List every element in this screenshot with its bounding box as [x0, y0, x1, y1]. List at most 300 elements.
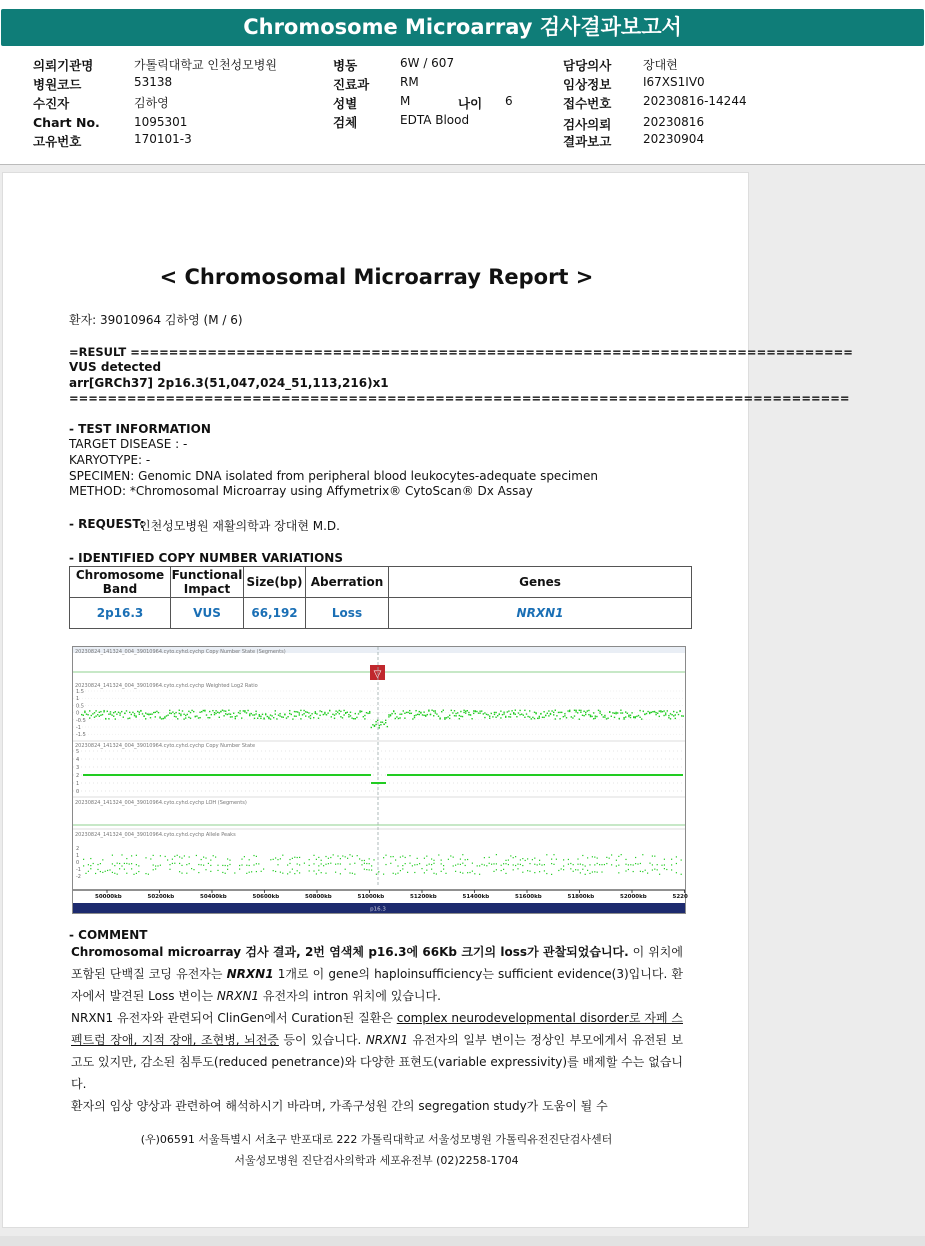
allele-point: [213, 855, 214, 856]
log2-point: [350, 715, 351, 716]
log2-point: [111, 714, 112, 715]
log2-point: [563, 716, 564, 717]
log2-point: [431, 710, 432, 711]
allele-point: [191, 868, 192, 869]
log2-point: [619, 718, 620, 719]
allele-point: [551, 874, 552, 875]
log2-point: [479, 711, 480, 712]
allele-point: [369, 869, 370, 870]
allele-point: [647, 873, 648, 874]
header-label: 접수번호: [563, 96, 612, 111]
log2-point: [339, 710, 340, 711]
band-label: p16.3: [370, 906, 386, 913]
log2-tick-label: -1.5: [76, 732, 86, 739]
log2-point: [615, 713, 616, 714]
header-label: 검사의뢰: [563, 117, 612, 132]
log2-point: [607, 718, 608, 719]
log2-point: [419, 711, 420, 712]
allele-point: [357, 855, 358, 856]
log2-point: [164, 716, 165, 717]
log2-point: [561, 712, 562, 713]
log2-point: [593, 712, 594, 713]
log2-point: [311, 713, 312, 714]
allele-point: [455, 871, 456, 872]
allele-point: [390, 863, 391, 864]
allele-point: [592, 856, 593, 857]
log2-point: [231, 716, 232, 717]
allele-point: [594, 857, 595, 858]
log2-point: [303, 710, 304, 711]
log2-point: [215, 713, 216, 714]
log2-point: [275, 713, 276, 714]
log2-point: [145, 712, 146, 713]
log2-point: [100, 711, 101, 712]
log2-point: [452, 712, 453, 713]
allele-point: [460, 859, 461, 860]
allele-point: [102, 859, 103, 860]
allele-point: [657, 869, 658, 870]
log2-point: [367, 713, 368, 714]
allele-point: [109, 869, 110, 870]
log2-tick-label: 1.5: [76, 689, 84, 695]
log2-point: [235, 716, 236, 717]
allele-point: [412, 865, 413, 866]
log2-point: [630, 717, 631, 718]
log2-point: [681, 715, 682, 716]
log2-point: [193, 711, 194, 712]
allele-point: [618, 872, 619, 873]
allele-point: [654, 856, 655, 857]
log2-point: [273, 717, 274, 718]
log2-point: [151, 713, 152, 714]
log2-point: [161, 718, 162, 719]
log2-point: [612, 712, 613, 713]
log2-point: [87, 714, 88, 715]
log2-point: [459, 718, 460, 719]
allele-point: [563, 865, 564, 866]
allele-point: [489, 863, 490, 864]
allele-point: [227, 869, 228, 870]
log2-point: [593, 718, 594, 719]
allele-point: [90, 865, 91, 866]
allele-point: [441, 863, 442, 864]
log2-point: [559, 712, 560, 713]
allele-point: [321, 863, 322, 864]
log2-point: [465, 712, 466, 713]
log2-point: [489, 716, 490, 717]
allele-point: [597, 863, 598, 864]
header-value: 20230816-14244: [643, 94, 747, 108]
allele-point: [292, 869, 293, 870]
log2-point: [227, 714, 228, 715]
allele-point: [421, 868, 422, 869]
log2-point: [313, 717, 314, 718]
log2-point: [195, 716, 196, 717]
log2-point: [329, 710, 330, 711]
log2-point: [199, 712, 200, 713]
table-row: [70, 598, 692, 629]
allele-point: [390, 856, 391, 857]
log2-point: [115, 711, 116, 712]
allele-point: [181, 865, 182, 866]
allele-point: [342, 855, 343, 856]
log2-point: [462, 716, 463, 717]
allele-point: [136, 873, 137, 874]
log2-point: [620, 712, 621, 713]
allele-point: [496, 869, 497, 870]
log2-point: [191, 710, 192, 711]
x-tick-label: 50200kb: [147, 894, 175, 900]
allele-point: [148, 874, 149, 875]
allele-point: [321, 872, 322, 873]
log2-point: [575, 710, 576, 711]
allele-point: [618, 865, 619, 866]
header-label: Chart No.: [33, 115, 100, 130]
log2-point: [611, 716, 612, 717]
allele-point: [280, 872, 281, 873]
log2-point: [638, 715, 639, 716]
log2-point: [623, 718, 624, 719]
allele-point: [640, 863, 641, 864]
allele-point: [325, 864, 326, 865]
allele-point: [153, 855, 154, 856]
allele-point: [445, 873, 446, 874]
allele-point: [621, 854, 622, 855]
log2-point: [433, 710, 434, 711]
log2-point: [415, 710, 416, 711]
log2-point: [201, 711, 202, 712]
log2-point: [252, 714, 253, 715]
allele-point: [131, 868, 132, 869]
track-label: 20230824_141324_004_39010964.cyto.cyhd.cychp Weighted Log2 Ratio: [75, 683, 258, 689]
patient-line: 환자: 39010964 김하영 (M / 6): [69, 313, 243, 327]
log2-point: [150, 717, 151, 718]
log2-point: [163, 718, 164, 719]
log2-point: [316, 713, 317, 714]
log2-point: [479, 712, 480, 713]
allele-point: [289, 863, 290, 864]
log2-point: [627, 713, 628, 714]
log2-point: [667, 710, 668, 711]
allele-point: [318, 870, 319, 871]
allele-point: [575, 869, 576, 870]
log2-point: [555, 710, 556, 711]
log2-point: [188, 711, 189, 712]
allele-point: [628, 864, 629, 865]
log2-point: [591, 716, 592, 717]
allele-point: [414, 864, 415, 865]
log2-point: [175, 712, 176, 713]
log2-point: [243, 710, 244, 711]
log2-point: [265, 714, 266, 715]
log2-point: [308, 716, 309, 717]
track-label: 20230824_141324_004_39010964.cyto.cyhd.cychp LOH (Segments): [75, 800, 247, 806]
log2-point: [395, 713, 396, 714]
log2-point: [179, 713, 180, 714]
log2-point: [523, 714, 524, 715]
log2-point: [246, 712, 247, 713]
x-tick-label: 51600kb: [515, 894, 542, 900]
target-disease: TARGET DISEASE : -: [69, 437, 188, 451]
allele-point: [589, 864, 590, 865]
allele-point: [515, 856, 516, 857]
allele-point: [541, 865, 542, 866]
log2-point: [539, 716, 540, 717]
allele-point: [124, 863, 125, 864]
allele-point: [479, 874, 480, 875]
log2-point: [185, 715, 186, 716]
cnv-plot: [72, 646, 686, 914]
allele-point: [186, 864, 187, 865]
log2-point: [83, 715, 84, 716]
allele-point: [364, 869, 365, 870]
header-label: 수진자: [33, 96, 70, 111]
allele-point: [577, 869, 578, 870]
allele-point: [529, 871, 530, 872]
log2-point: [655, 712, 656, 713]
log2-point: [351, 717, 352, 718]
allele-point: [556, 859, 557, 860]
allele-point: [455, 865, 456, 866]
allele-point: [345, 869, 346, 870]
log2-point: [204, 710, 205, 711]
allele-point: [469, 872, 470, 873]
log2-point: [647, 711, 648, 712]
log2-point: [155, 716, 156, 717]
allele-point: [198, 872, 199, 873]
allele-point: [160, 865, 161, 866]
allele-point: [287, 873, 288, 874]
cn-tick-label: 1: [76, 781, 80, 787]
allele-point: [419, 863, 420, 864]
allele-point: [186, 873, 187, 874]
log2-point: [495, 717, 496, 718]
log2-point: [567, 710, 568, 711]
allele-point: [253, 864, 254, 865]
allele-point: [664, 868, 665, 869]
allele-point: [645, 870, 646, 871]
comment-paragraph-2: [71, 1007, 683, 1095]
log2-point: [391, 713, 392, 714]
log2-point: [179, 710, 180, 711]
log2-point: [327, 712, 328, 713]
allele-point: [121, 865, 122, 866]
log2-point: [398, 718, 399, 719]
header-label: 결과보고: [563, 134, 612, 149]
log2-point: [583, 715, 584, 716]
allele-tick-label: 2: [76, 846, 80, 852]
comment-underlined: complex neurodevelopmental disorder로 자페 스펙트럼 장애, 지적 장애, 조현병, 뇌전증: [71, 1011, 683, 1047]
allele-point: [349, 864, 350, 865]
x-tick-label: 50400kb: [200, 894, 227, 900]
allele-point: [580, 872, 581, 873]
log2-point: [620, 710, 621, 711]
allele-point: [465, 859, 466, 860]
log2-point: [435, 712, 436, 713]
allele-point: [640, 871, 641, 872]
allele-point: [429, 864, 430, 865]
log2-point: [323, 714, 324, 715]
allele-point: [587, 870, 588, 871]
allele-point: [340, 858, 341, 859]
log2-tick-label: 0: [76, 710, 80, 717]
log2-point: [534, 718, 535, 719]
log2-point: [596, 716, 597, 717]
allele-point: [534, 872, 535, 873]
allele-point: [561, 868, 562, 869]
allele-point: [251, 871, 252, 872]
x-tick-label: 50800kb: [305, 894, 332, 900]
allele-point: [217, 870, 218, 871]
allele-point: [385, 864, 386, 865]
log2-point: [255, 713, 256, 714]
log2-point: [668, 717, 669, 718]
log2-point: [249, 713, 250, 714]
report-header: [0, 0, 925, 165]
log2-point: [441, 711, 442, 712]
allele-point: [496, 854, 497, 855]
log2-point: [241, 717, 242, 718]
log2-point: [262, 714, 263, 715]
allele-point: [299, 872, 300, 873]
allele-point: [364, 860, 365, 861]
allele-point: [433, 873, 434, 874]
log2-point: [449, 718, 450, 719]
allele-point: [160, 855, 161, 856]
allele-tick-label: -2: [76, 874, 81, 880]
log2-point: [182, 710, 183, 711]
allele-point: [589, 873, 590, 874]
log2-point: [673, 715, 674, 716]
log2-point: [129, 712, 130, 713]
allele-point: [402, 868, 403, 869]
log2-point: [615, 712, 616, 713]
log2-point: [476, 711, 477, 712]
log2-point: [571, 716, 572, 717]
allele-point: [671, 869, 672, 870]
log2-point: [334, 718, 335, 719]
log2-point: [335, 713, 336, 714]
log2-point: [180, 715, 181, 716]
allele-point: [625, 870, 626, 871]
allele-point: [270, 859, 271, 860]
log2-point: [454, 710, 455, 711]
allele-point: [405, 863, 406, 864]
log2-point: [385, 720, 386, 721]
allele-point: [253, 855, 254, 856]
log2-point: [219, 712, 220, 713]
log2-point: [566, 717, 567, 718]
allele-point: [417, 858, 418, 859]
allele-point: [633, 864, 634, 865]
column-header: Aberration: [306, 567, 389, 598]
log2-point: [508, 716, 509, 717]
log2-point: [617, 712, 618, 713]
log2-point: [588, 714, 589, 715]
log2-point: [623, 717, 624, 718]
log2-point: [574, 715, 575, 716]
log2-point: [527, 716, 528, 717]
allele-point: [462, 863, 463, 864]
x-tick-label: 52000kb: [620, 894, 647, 900]
log2-point: [404, 713, 405, 714]
log2-point: [177, 718, 178, 719]
allele-point: [179, 863, 180, 864]
log2-point: [292, 718, 293, 719]
log2-point: [123, 716, 124, 717]
log2-point: [587, 710, 588, 711]
allele-point: [155, 865, 156, 866]
allele-point: [397, 865, 398, 866]
allele-point: [681, 874, 682, 875]
allele-point: [527, 870, 528, 871]
allele-point: [112, 872, 113, 873]
log2-point: [315, 713, 316, 714]
log2-point: [396, 716, 397, 717]
allele-point: [666, 869, 667, 870]
log2-point: [139, 714, 140, 715]
log2-point: [94, 712, 95, 713]
allele-point: [153, 869, 154, 870]
log2-point: [107, 711, 108, 712]
log2-point: [207, 717, 208, 718]
log2-point: [673, 711, 674, 712]
log2-point: [599, 711, 600, 712]
log2-point: [564, 713, 565, 714]
log2-point: [590, 716, 591, 717]
log2-point: [622, 712, 623, 713]
allele-point: [493, 871, 494, 872]
allele-point: [676, 872, 677, 873]
allele-point: [441, 860, 442, 861]
log2-point: [388, 716, 389, 717]
allele-point: [616, 865, 617, 866]
log2-point: [211, 714, 212, 715]
log2-tick-label: -0.5: [76, 717, 86, 724]
allele-point: [489, 857, 490, 858]
bottom-gap: [0, 1236, 925, 1246]
allele-point: [273, 870, 274, 871]
method: METHOD: *Chromosomal Microarray using Affymetrix® CytoScan® Dx Assay: [69, 484, 533, 498]
allele-point: [299, 864, 300, 865]
log2-point: [263, 717, 264, 718]
log2-point: [510, 716, 511, 717]
log2-point: [155, 712, 156, 713]
log2-point: [199, 717, 200, 718]
log2-point: [417, 714, 418, 715]
allele-point: [85, 873, 86, 874]
log2-point: [356, 717, 357, 718]
allele-tick-label: 0: [76, 860, 80, 866]
log2-point: [420, 712, 421, 713]
log2-point: [649, 712, 650, 713]
log2-point: [139, 712, 140, 713]
log2-point: [425, 715, 426, 716]
log2-point: [171, 713, 172, 714]
allele-point: [126, 863, 127, 864]
log2-point: [364, 718, 365, 719]
header-label: 병원코드: [33, 77, 82, 92]
allele-point: [309, 870, 310, 871]
log2-point: [305, 715, 306, 716]
log2-point: [318, 718, 319, 719]
allele-point: [517, 864, 518, 865]
allele-point: [373, 859, 374, 860]
log2-point: [377, 720, 378, 721]
allele-point: [395, 859, 396, 860]
comment-paragraph-1: [71, 941, 683, 1007]
allele-point: [244, 856, 245, 857]
